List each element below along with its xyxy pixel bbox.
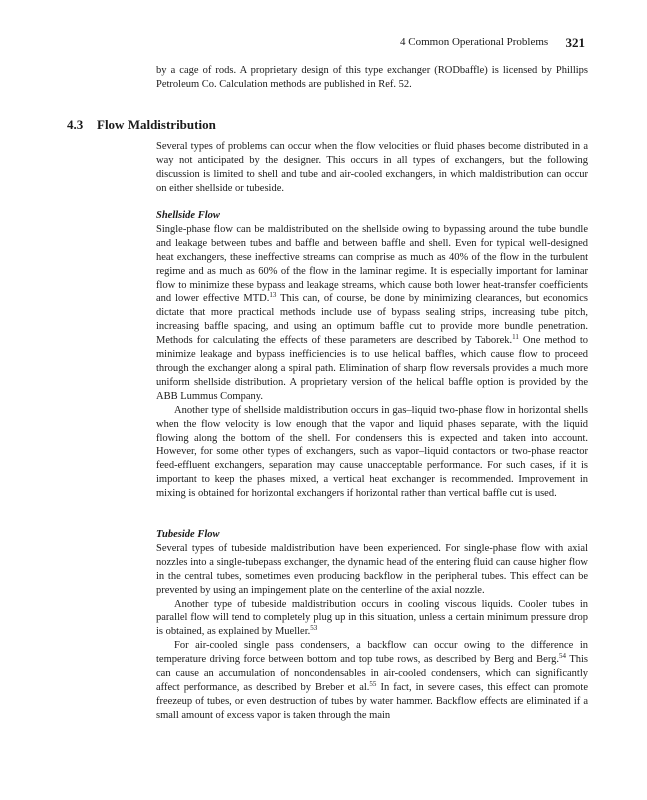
shellside-paragraph-2: Another type of shellside maldistribution occurs in gas–liquid two-phase flow in horizontal shells when the flow velocity is low enough that the vapor and liquid phases separate, with the liquid flowing along the bottom of the shell. For condensers this is expected and taken into account. However, for some other types of exchangers, such as vapor–liquid contactors or two-phase reactor feed-effluent exchangers, separation may cause unacceptable performance. For such cases, if it is important to keep the phases mixed, a vertical heat exchanger is recommended. Improvement in mixing is obtained for horizontal exchangers if horizontal rather than vertical baffle cut is used. [156,404,588,500]
tubeside-p3-text-a: For air-cooled single pass condensers, a backflow can occur owing to the difference in temperature driving force between bottom and top tube rows, as described by Berg and Berg. [156,640,588,666]
section-number: 4.3 [67,117,84,132]
tubeside-p2-text: Another type of tubeside maldistribution occurs in cooling viscous liquids. Cooler tubes in parallel flow will tend to completely plug up in this situation, unless a certain minimum pressure drop is obtained, as explained by Mueller. [156,598,588,638]
section-intro-block [156,140,588,196]
citation-53: 53 [310,624,318,633]
citation-11: 11 [512,333,519,342]
tubeside-paragraph-1: Several types of tubeside maldistribution have been experienced. For single-phase flow with axial nozzles into a single-tubepass exchanger, the dynamic head of the entering fluid can cause higher flow in the central tubes, sometimes even producing backflow in the peripheral tubes. This effect can be prevented by using an impingement plate on the centerline of the axial nozzle. [156,542,588,596]
shellside-p1-text-b: This can, of course, be done by minimizing clearances, but economics dictate that more practical methods include use of bypass sealing strips, increasing tube pitch, increasing baffle spacing, and using an optimum baffle cut to provide more bundle penetration. Methods for calculating the effects of these parameters are described by Taborek. [156,293,589,347]
shellside-p1-text-a: Single-phase flow can be maldistributed on the shellside owing to bypassing around the tube bundle and leakage between tubes and baffle and between baffle and shell. Even for typical well-designed heat exchangers, these ineffective streams can comprise as much as 40% of the flow in the turbulent regime and as much as 60% of the flow in the laminar regime. It is especially important for laminar flow to minimize these bypass and leakage streams, which cause both lower heat-transfer coefficients and lower effective MTD. [156,223,588,305]
section-intro-paragraph: Several types of problems can occur when the flow velocities or fluid phases become distributed in a way not anticipated by the designer. This occurs in all types of exchangers, but the following discussion is limited to shell and tube and air-cooled exchangers, in which maldistribution can occur on either shellside or tubeside. [156,141,588,194]
section-title: Flow Maldistribution [97,117,216,132]
shellside-block [156,209,588,501]
page-number: 321 [565,35,585,50]
shellside-p1-text-c: One method to minimize leakage and bypass inefficiencies is to use helical baffles, which cause flow to proceed through the exchanger along a spiral path. Elimination of sharp flow reversals provides a much more uniform shellside distribution. A proprietary version of the helical baffle option is provided by the ABB Lummus Company. [156,335,589,402]
citation-55: 55 [369,679,377,688]
section-heading [67,117,216,133]
carryover-paragraph: by a cage of rods. A proprietary design of this type exchanger (RODbaffle) is licensed by Phillips Petroleum Co. Calculation methods are published in Ref. 52. [156,65,588,90]
tubeside-paragraph-2 [156,598,588,640]
citation-13: 13 [269,291,277,300]
citation-54: 54 [559,652,567,661]
shellside-heading: Shellside Flow [156,210,220,221]
tubeside-paragraph-3 [156,639,588,722]
tubeside-p3-text-b: This can cause an accumulation of noncondensables in air-cooled condensers, which can significantly affect performance, as described by Breber et al. [156,654,588,693]
shellside-paragraph-1 [156,223,588,404]
tubeside-block [156,528,588,723]
chapter-title: 4 Common Operational Problems [400,36,549,48]
tubeside-heading: Tubeside Flow [156,529,220,540]
carryover-paragraph-block [156,64,588,92]
tubeside-p3-text-c: In fact, in severe cases, this effect can promote freezeup of tubes, or even destruction of tubes by water hammer. Backflow effects are eliminated if a small amount of excess vapor is taken through the main [156,681,588,721]
running-header [400,36,590,48]
